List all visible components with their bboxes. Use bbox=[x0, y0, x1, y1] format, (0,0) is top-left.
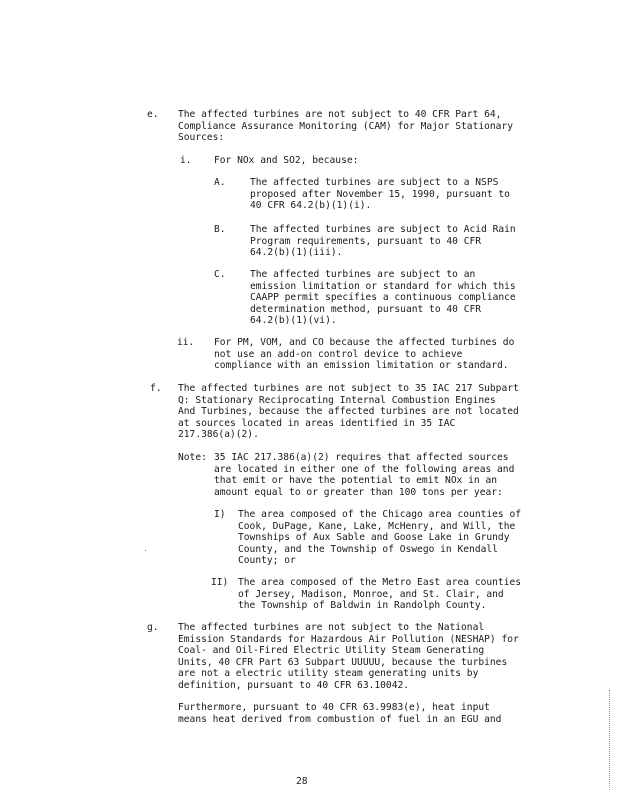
furthermore-paragraph: Furthermore, pursuant to 40 CFR 63.9983(e), heat input means heat derived from combustion of fuel in an EGU and bbox=[178, 702, 502, 725]
item-e-i-b-text: The affected turbines are subject to Acid Rain Program requirements, pursuant to 40 CFR 64.2(b)(1)(iii). bbox=[250, 224, 516, 259]
note-label: Note: bbox=[178, 452, 207, 463]
note-text: 35 IAC 217.386(a)(2) requires that affected sources are located in either one of the following areas and that emit or have the potential to emit NOx in an amount equal to or greater than 100 tons per year: bbox=[214, 452, 515, 498]
item-f-1-text: The area composed of the Chicago area counties of Cook, DuPage, Kane, Lake, McHenry, and Will, the Townships of Aux Sable and Goose Lake in Grundy County, and the Township of Oswego in Kendall County; or bbox=[238, 509, 522, 567]
item-e-i-c-label: C. bbox=[214, 269, 226, 280]
item-f-1-label: I) bbox=[214, 509, 226, 520]
item-e-i-text: For NOx and SO2, because: bbox=[214, 155, 359, 166]
item-e-text: The affected turbines are not subject to 40 CFR Part 64, Compliance Assurance Monitoring (CAM) for Major Stationary Sources: bbox=[178, 109, 514, 144]
item-g-label: g. bbox=[147, 622, 159, 633]
scan-speck bbox=[145, 550, 146, 551]
item-e-i-c-text: The affected turbines are subject to an emission limitation or standard for which this CAAPP permit specifies a continuous compliance determination method, pursuant to 40 CFR 64.2(b)(1)(vi). bbox=[250, 269, 516, 327]
item-f-label: f. bbox=[150, 383, 162, 394]
item-e-i-a-text: The affected turbines are subject to a NSPS proposed after November 15, 1990, pursuant to 40 CFR 64.2(b)(1)(i). bbox=[250, 177, 510, 212]
item-e-i-a-label: A. bbox=[214, 177, 226, 188]
item-e-i-label: i. bbox=[180, 155, 192, 166]
item-g-text: The affected turbines are not subject to the National Emission Standards for Hazardous Air Pollution (NESHAP) for Coal- and Oil-Fired Electric Utility Steam Generating Units, 40 CFR Part 63 Subpart UUUUU, because the turbines are not a electric utility steam generating units by definition, pursuant to 40 CFR 63.10042. bbox=[178, 622, 519, 691]
item-e-i-b-label: B. bbox=[214, 224, 226, 235]
item-f-2-text: The area composed of the Metro East area counties of Jersey, Madison, Monroe, and St. Clair, and the Township of Baldwin in Randolph County. bbox=[238, 577, 522, 612]
item-e-ii-text: For PM, VOM, and CO because the affected turbines do not use an add-on control device to achieve compliance with an emission limitation or standard. bbox=[214, 337, 515, 372]
item-f-text: The affected turbines are not subject to 35 IAC 217 Subpart Q: Stationary Reciprocating Internal Combustion Engines And Turbines, because the affected turbines are not located at sources located in areas identified in 35 IAC 217.386(a)(2). bbox=[178, 383, 519, 441]
item-e-label: e. bbox=[147, 109, 159, 120]
item-f-2-label: II) bbox=[211, 577, 229, 588]
item-e-ii-label: ii. bbox=[177, 337, 195, 348]
scan-edge-line bbox=[608, 690, 610, 790]
page-number: 28 bbox=[296, 776, 308, 787]
